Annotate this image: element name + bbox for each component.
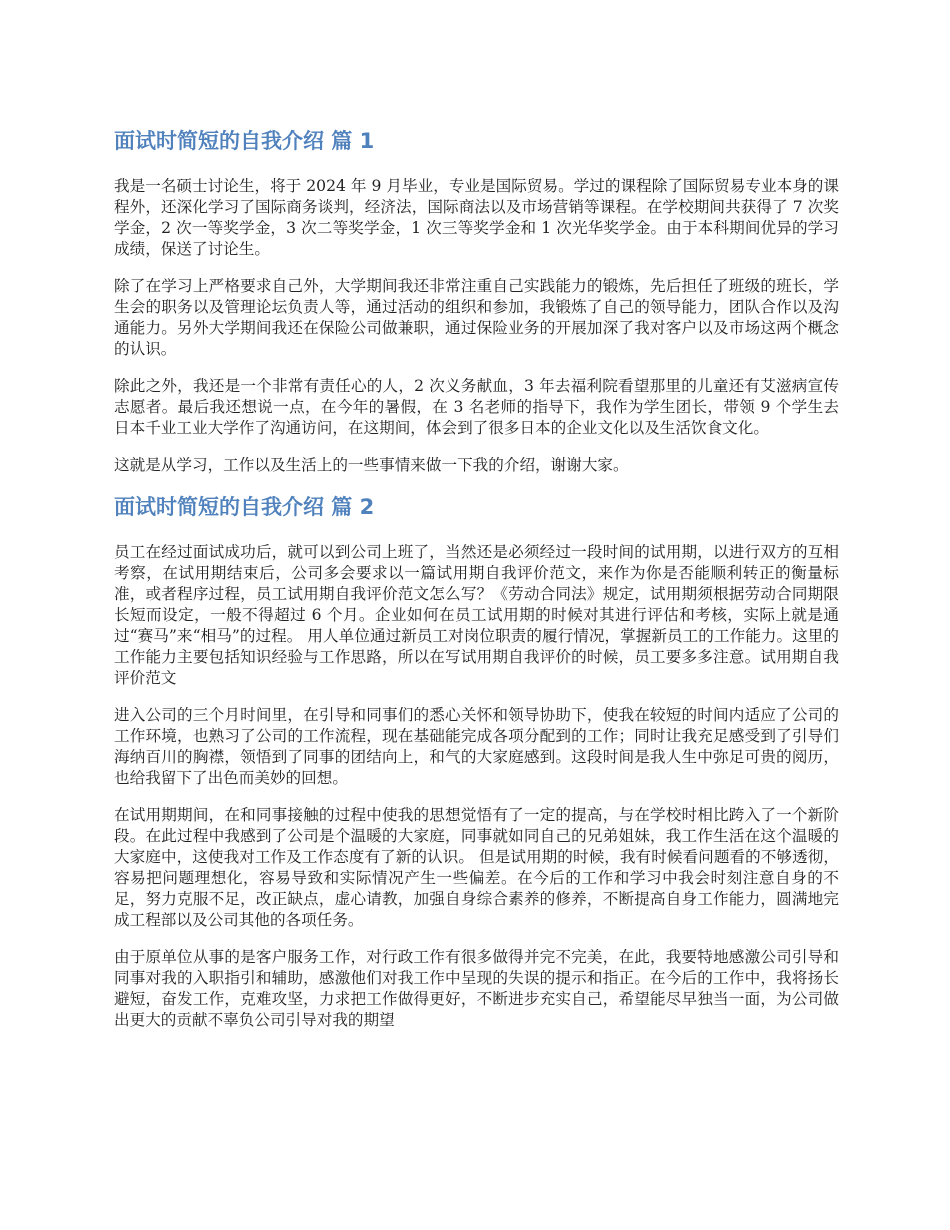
paragraph: 这就是从学习，工作以及生活上的一些事情来做一下我的介绍，谢谢大家。 xyxy=(114,456,629,474)
paragraph: 进入公司的三个月时间里，在引导和同事们的悉心关怀和领导协助下，使我在较短的时间内适应了公司的工作环境，也熟习了公司的工作流程，现在基础能完成各项分配到的工作；同时让我充足感受到了引导们海纳百川的胸襟，领悟到了同事的团结向上，和气的大家庭感到。这段时间是我人生中弥足可贵的阅历，也给我留下了出色而美妙的回想。 xyxy=(114,706,839,787)
paragraph: 我是一名硕士讨论生，将于 2024 年 9 月毕业，专业是国际贸易。学过的课程除了国际贸易专业本身的课程外，还深化学习了国际商务谈判，经济法，国际商法以及市场营销等课程。在学校期间共获得了 7 次奖学金，2 次一等奖学金，3 次二等奖学金，1 次三等奖学金和 1 次光华奖学金。由于本科期间优异的学习成绩，保送了讨论生。 xyxy=(114,177,839,258)
section-heading: 面试时简短的自我介绍 篇 1 xyxy=(114,129,375,153)
paragraph: 员工在经过面试成功后，就可以到公司上班了，当然还是必须经过一段时间的试用期，以进行双方的互相考察，在试用期结束后，公司多会要求以一篇试用期自我评价范文，来作为你是否能顺利转正的衡量标准，或者程序过程，员工试用期自我评价范文怎么写？《劳动合同法》规定，试用期须根据劳动合同期限长短而设定，一般不得超过 6 个月。企业如何在员工试用期的时候对其进行评估和考核，实际上就是通过“赛马”来“相马”的过程。 用人单位通过新员工对岗位职责的履行情况，掌握新员工的工作能力。这里的工作能力主要包括知识经验与工作思路，所以在写试用期自我评价的时候，员工要多多注意。试用期自我评价范文 xyxy=(114,543,839,687)
paragraph: 由于原单位从事的是客户服务工作，对行政工作有很多做得并完不完美，在此，我要特地感激公司引导和同事对我的入职指引和辅助，感激他们对我工作中呈现的失误的提示和指正。在今后的工作中，我将扬长避短，奋发工作，克难攻坚，力求把工作做得更好，不断进步充实自己，希望能尽早独当一面，为公司做出更大的贡献不辜负公司引导对我的期望 xyxy=(114,948,839,1029)
section-1 xyxy=(114,126,839,476)
paragraph: 除此之外，我还是一个非常有责任心的人，2 次义务献血，3 年去福利院看望那里的儿童还有艾滋病宣传志愿者。最后我还想说一点，在今年的暑假，在 3 名老师的指导下，我作为学生团长，带领 9 个学生去日本千业工业大学作了沟通访问，在这期间，体会到了很多日本的企业文化以及生活饮食文化。 xyxy=(114,377,839,437)
paragraph: 除了在学习上严格要求自己外，大学期间我还非常注重自己实践能力的锻炼，先后担任了班级的班长，学生会的职务以及管理论坛负责人等，通过活动的组织和参加，我锻炼了自己的领导能力，团队合作以及沟通能力。另外大学期间我还在保险公司做兼职，通过保险业务的开展加深了我对客户以及市场这两个概念的认识。 xyxy=(114,277,839,358)
document-page xyxy=(114,126,839,1047)
paragraph: 在试用期期间，在和同事接触的过程中使我的思想觉悟有了一定的提高，与在学校时相比跨入了一个新阶段。在此过程中我感到了公司是个温暖的大家庭，同事就如同自己的兄弟姐妹，我工作生活在这个温暖的大家庭中，这使我对工作及工作态度有了新的认识。 但是试用期的时候，我有时候看问题看的不够透彻，容易把问题理想化，容易导致和实际情况产生一些偏差。在今后的工作和学习中我会时刻注意自身的不足，努力克服不足，改正缺点，虚心请教，加强自身综合素养的修养，不断提高自身工作能力，圆满地完成工程部以及公司其他的各项任务。 xyxy=(114,806,839,929)
section-heading: 面试时简短的自我介绍 篇 2 xyxy=(114,495,375,519)
section-2 xyxy=(114,492,839,1031)
